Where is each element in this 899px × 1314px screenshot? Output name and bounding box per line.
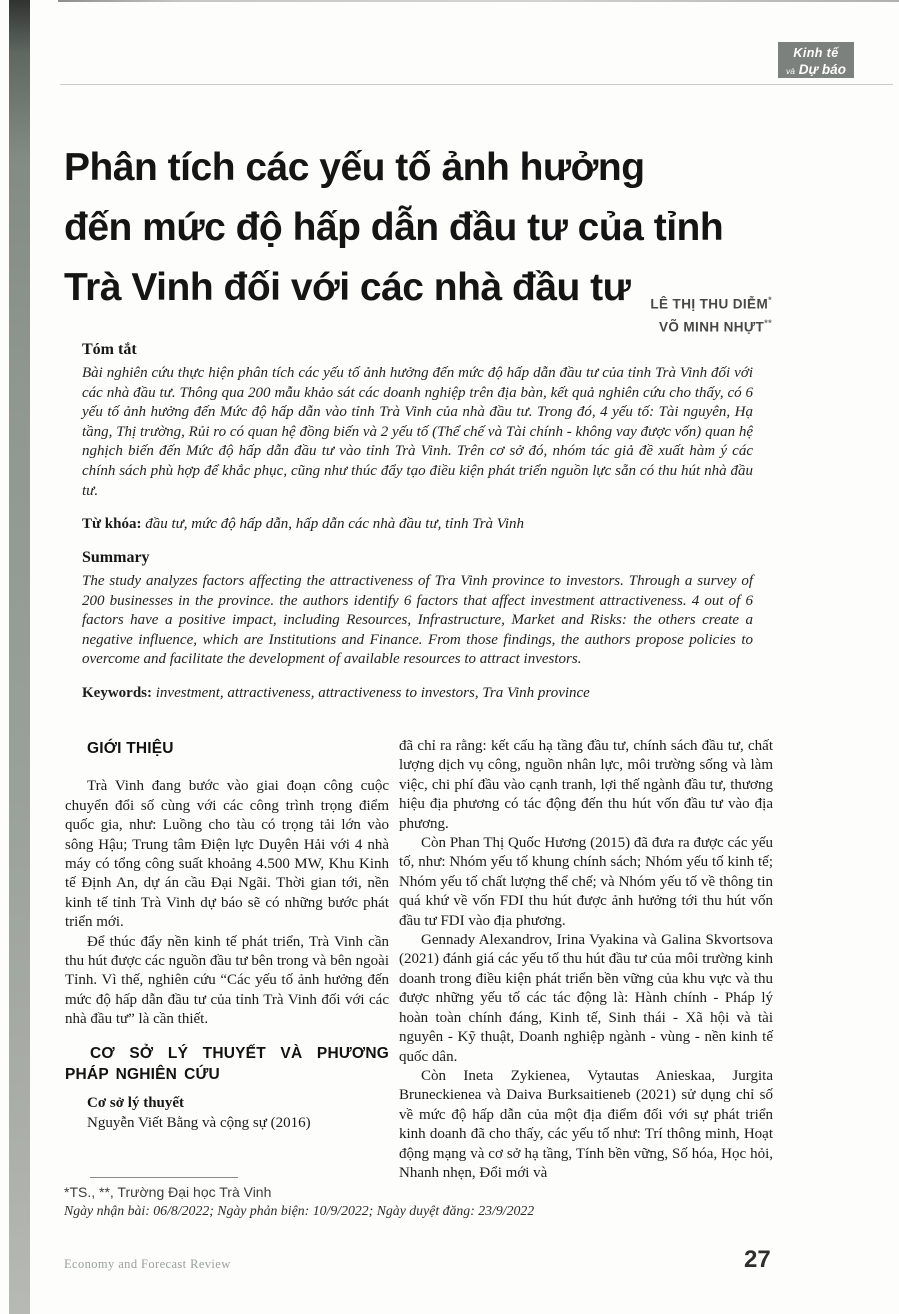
section-heading-co-so-ly-thuyet: CƠ SỞ LÝ THUYẾT VÀ PHƯƠNG PHÁP NGHIÊN CỨU bbox=[65, 1044, 389, 1083]
footnote-dates: Ngày nhận bài: 06/8/2022; Ngày phản biện: 10/9/2022; Ngày duyệt đăng: 23/9/2022 bbox=[64, 1203, 535, 1218]
scan-edge-strip bbox=[9, 0, 30, 1314]
right-paragraph-2: Còn Phan Thị Quốc Hương (2015) đã đưa ra được các yếu tố, như: Nhóm yếu tố khung chính sách; Nhóm yếu tố kinh tế; Nhóm yếu tố chất lượng thể chế; và Nhóm yếu tố về thông tin quá khứ về vốn FDI thu hút được ảnh hưởng tới thu hút vốn đầu tư FDI vào địa phương. bbox=[399, 835, 773, 929]
authors-block bbox=[650, 291, 772, 336]
page-number: 27 bbox=[744, 1246, 771, 1273]
journal-logo bbox=[778, 42, 854, 78]
abstract-body: Bài nghiên cứu thực hiện phân tích các yếu tố ảnh hưởng đến mức độ hấp dẫn đầu tư của tỉnh Trà Vinh đối với các nhà đầu tư. Thông qua 200 mẫu khảo sát các doanh nghiệp trên địa bàn, kết quả nghiên cứu cho thấy, có 6 yếu tố ảnh hưởng đến Mức độ hấp dẫn vào tỉnh Trà Vinh của nhà đầu tư. Trong đó, 4 yếu tố: Tài nguyên, Hạ tầng, Thị trường, Rủi ro có quan hệ đồng biến và 2 yếu tố (Thể chế và Tài chính - không vay được vốn) quan hệ nghịch biến đến Mức độ hấp dẫn đầu tư vào tỉnh Trà Vinh. Trên cơ sở đó, nhóm tác giả đề xuất hàm ý các chính sách phù hợp để khắc phục, cũng như thúc đẩy tạo điều kiện phát triển nguồn lực sẵn có thu hút nhà đầu tư. bbox=[82, 365, 753, 499]
summary-section bbox=[82, 549, 753, 702]
header-rule bbox=[60, 84, 893, 85]
footer-journal-name: Economy and Forecast Review bbox=[64, 1257, 231, 1271]
summary-body: The study analyzes factors affecting the attractiveness of Tra Vinh province to investors. Through a survey of 200 businesses in the province. the authors identify 6 factors that affect investment attractiveness. 4 out of 6 factors have a positive impact, including Resources, Infrastructure, Market and Risks: the others create a negative influence, which are Institutions and Finance. From those findings, the authors propose policies to overcome and facilitate the development of available resources to attract investors. bbox=[82, 573, 753, 668]
footnote-rule bbox=[90, 1177, 238, 1178]
abstract-section bbox=[82, 341, 753, 533]
keywords-en-line bbox=[82, 685, 753, 702]
summary-heading: Summary bbox=[82, 549, 150, 566]
journal-logo-line1: Kinh tế bbox=[793, 46, 839, 60]
keywords-en-label: Keywords: bbox=[82, 684, 152, 701]
right-paragraph-1: đã chỉ ra rằng: kết cấu hạ tầng đầu tư, chính sách đầu tư, chất lượng dịch vụ công, nguồn nhân lực, môi trường sống và làm việc, chi phí đầu vào cạnh tranh, lợi thế ngành đầu tư, thương hiệu địa phương có tác động đến thu hút vốn đầu tư vào địa phương. bbox=[399, 738, 773, 832]
left-column bbox=[65, 737, 389, 1183]
journal-logo-va: và bbox=[786, 65, 796, 76]
title-line-2: đến mức độ hấp dẫn đầu tư của tỉnh bbox=[64, 206, 724, 250]
right-paragraph-4: Còn Ineta Zykienea, Vytautas Anieskaa, Jurgita Bruneckienea và Daiva Burksaitieneb (2021) sử dụng chỉ số về mức độ hấp dẫn của một địa điểm đối với sự phát triển kinh doanh đã cho thấy, các yếu tố như: Trí thông minh, Hoạt động mạng và cơ sở hạ tầng, Tính bền vững, Số hóa, Học hỏi, Nhanh nhẹn, Đổi mới và bbox=[399, 1067, 773, 1181]
title-line-3: Trà Vinh đối với các nhà đầu tư bbox=[64, 266, 631, 310]
author-2-footnote-marker: ** bbox=[764, 317, 772, 328]
right-column bbox=[399, 737, 773, 1183]
author-1-name: LÊ THỊ THU DIỄM bbox=[650, 296, 769, 312]
keywords-en-text: investment, attractiveness, attractiveness to investors, Tra Vinh province bbox=[152, 684, 590, 701]
keywords-vi-line bbox=[82, 516, 753, 533]
body-columns bbox=[65, 737, 773, 1183]
author-1 bbox=[650, 291, 772, 314]
author-2-name: VÕ MINH NHỰT bbox=[658, 319, 765, 334]
theory-paragraph-1: Nguyễn Viết Bằng và cộng sự (2016) bbox=[87, 1115, 311, 1132]
journal-logo-dubao: Dự báo bbox=[798, 61, 846, 77]
author-1-footnote-marker: * bbox=[768, 295, 772, 305]
intro-paragraph-2: Để thúc đẩy nền kinh tế phát triển, Trà Vinh cần thu hút được các nguồn đầu tư bên trong và bên ngoài Tỉnh. Vì thế, nghiên cứu “Các yếu tố ảnh hưởng đến mức độ hấp dẫn đầu tư của tỉnh Trà Vinh đối với các nhà đầu tư” là cần thiết. bbox=[65, 933, 389, 1028]
scan-top-edge-line bbox=[58, 0, 899, 2]
title-line-1: Phân tích các yếu tố ảnh hưởng bbox=[64, 146, 645, 190]
subheading-co-so-ly-thuyet: Cơ sở lý thuyết bbox=[87, 1094, 185, 1111]
intro-paragraph-1: Trà Vinh đang bước vào giai đoạn công cuộc chuyển đổi số cùng với các công trình trọng điểm quốc gia, như: Luồng cho tàu có trọng tải lớn vào sông Hậu; Trung tâm Điện lực Duyên Hải với 4 nhà máy có tổng công suất khoảng 4.500 MW, Khu Kinh tế Định An, dự án cầu Đại Ngãi. Thời gian tới, nền kinh tế tỉnh Trà Vinh dự báo sẽ có những bước phát triển mới. bbox=[65, 778, 389, 931]
author-2 bbox=[650, 314, 772, 337]
right-paragraph-3: Gennady Alexandrov, Irina Vyakina và Galina Skvortsova (2021) đánh giá các yếu tố thu hút đầu tư của môi trường kinh doanh trong điều kiện phát triển bền vững của khu vực và thu được những yếu tố các tác động là: Hành chính - Pháp lý hoàn toàn chính đáng, Kinh tế, Sinh thái - Xã hội và tài nguyên - Kỹ thuật, Doanh nghiệp ngành - vùng - nền kinh tế quốc dân. bbox=[399, 932, 773, 1065]
journal-logo-line2 bbox=[778, 63, 854, 77]
section-heading-gioi-thieu: GIỚI THIỆU bbox=[87, 740, 174, 757]
abstract-heading: Tóm tắt bbox=[82, 341, 137, 358]
keywords-vi-label: Từ khóa: bbox=[82, 516, 142, 533]
footnote-block bbox=[64, 1177, 684, 1219]
keywords-vi-text: đầu tư, mức độ hấp dẫn, hấp dẫn các nhà đầu tư, tỉnh Trà Vinh bbox=[141, 516, 525, 533]
footnote-affiliation: *TS., **, Trường Đại học Trà Vinh bbox=[64, 1184, 272, 1200]
